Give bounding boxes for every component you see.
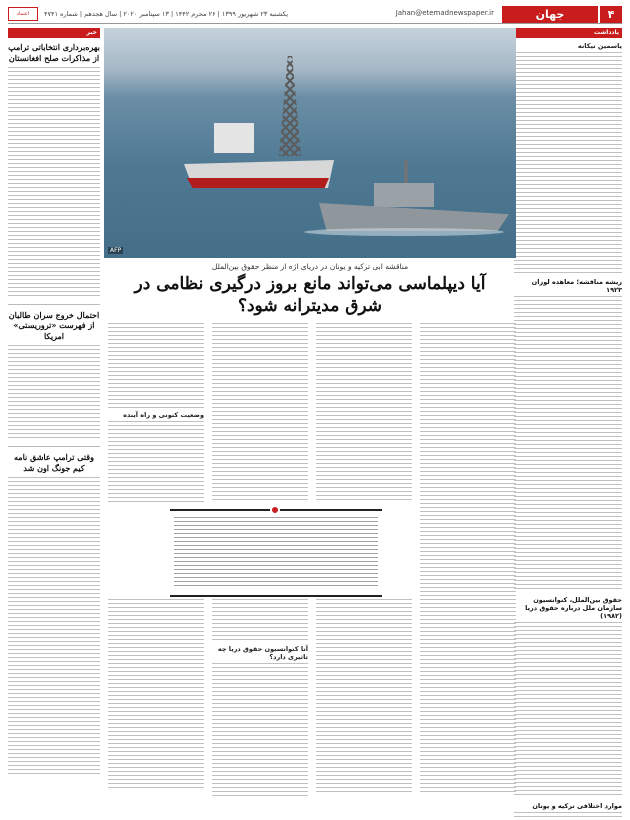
news-title[interactable]: احتمال خروج سران طالبان از فهرست «تروریستی» امریکا	[8, 309, 100, 342]
ship-superstructure	[214, 123, 254, 153]
subhead: موارد اختلافی ترکیه و یونان	[532, 802, 622, 810]
main-article	[104, 28, 516, 816]
drill-ship-hull	[184, 178, 329, 188]
author-name: یاسمین نیکانه	[577, 42, 622, 50]
news-column	[8, 28, 100, 816]
body-text-block	[8, 67, 100, 299]
subhead: ریشه مناقشه؛ معاهده لوزان ۱۹۲۳	[531, 278, 622, 294]
body-text-block	[8, 477, 100, 775]
article-body	[104, 323, 516, 793]
drill-derrick	[279, 56, 301, 156]
article-photo	[104, 28, 516, 258]
date-line: یکشنبه ۲۳ شهریور ۱۳۹۹ | ۲۶ محرم ۱۴۴۲ | ۱۳ سپتامبر ۲۰۲۰ | سال هجدهم | شماره ۴۷۴۱	[44, 10, 289, 18]
warship	[319, 203, 509, 231]
article-headline: آیا دیپلماسی می‌تواند مانع بروز درگیری نظامی در شرق مدیترانه شود؟	[134, 274, 486, 317]
warship-superstructure	[374, 183, 434, 207]
body-text-block	[514, 812, 622, 820]
page-number: ۴	[600, 6, 622, 23]
article-column	[420, 323, 516, 793]
body-text-block	[514, 296, 622, 592]
news-title[interactable]: وقتی ترامپ عاشق نامه کیم جونگ اون شد	[14, 451, 94, 473]
newspaper-logo: اعتماد	[8, 7, 38, 21]
section-name: جهان	[502, 6, 598, 23]
page-header	[8, 6, 622, 24]
site-url[interactable]: Jahan@etemadnewspaper.ir	[395, 9, 494, 17]
subhead: حقوق بین‌الملل، کنوانسیون سازمان ملل درباره حقوق دریا (۱۹۸۲)	[525, 596, 622, 620]
quote-icon	[270, 505, 280, 515]
ship-wake	[304, 228, 504, 236]
column-tab: خبر	[8, 28, 100, 38]
interhead: وضعیت کنونی و راه آینده	[123, 411, 204, 420]
pull-quote	[170, 509, 382, 597]
body-text-block	[8, 345, 100, 441]
news-title[interactable]: بهره‌برداری انتخاباتی ترامپ از مذاکرات صلح افغانستان	[8, 42, 100, 63]
article-kicker: مناقشه ابی ترکیه و یونان در دریای اژه از منظر حقوق بین‌الملل	[211, 262, 409, 271]
photo-credit: AFP	[110, 247, 122, 254]
body-text-block	[514, 622, 622, 798]
body-text-block	[514, 52, 622, 274]
divider	[8, 446, 100, 447]
opinion-column	[514, 28, 622, 816]
column-tab: یادداشت	[514, 28, 622, 38]
interhead: آنا کنوانسیون حقوق دریا چه تاثیری دارد؟	[217, 645, 308, 662]
divider	[8, 304, 100, 305]
